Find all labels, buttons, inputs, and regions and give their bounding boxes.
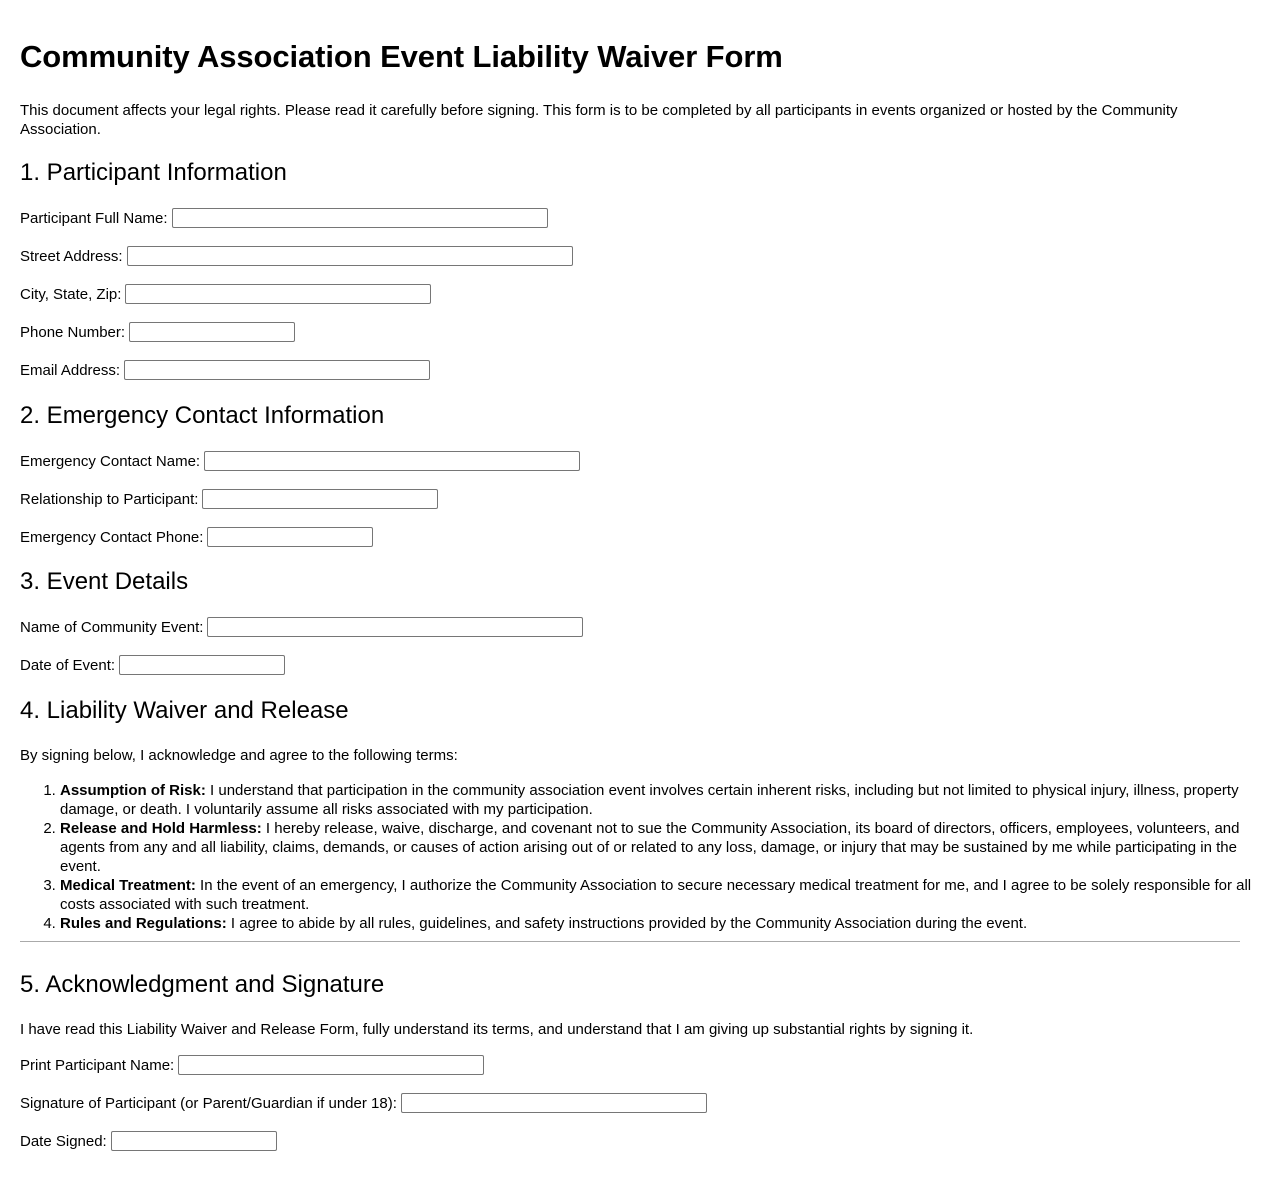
city-state-zip-label: City, State, Zip:: [20, 285, 122, 303]
list-item: [60, 876, 1262, 914]
signature-row: [20, 1092, 707, 1114]
acknowledgment-statement: I have read this Liability Waiver and Release Form, fully understand its terms, and understand that I am giving up substantial rights by signing it.: [20, 1021, 974, 1038]
street-address-input[interactable]: [127, 246, 573, 266]
section-divider: [20, 941, 1240, 942]
print-name-label: Print Participant Name:: [20, 1056, 175, 1074]
participant-full-name-label: Participant Full Name:: [20, 209, 168, 227]
phone-number-label: Phone Number:: [20, 323, 126, 341]
section-heading-participant: 1. Participant Information: [20, 159, 287, 186]
term-title: Medical Treatment:: [60, 877, 196, 894]
event-date-input[interactable]: [119, 655, 285, 675]
section-heading-waiver: 4. Liability Waiver and Release: [20, 697, 349, 724]
city-state-zip-row: [20, 283, 431, 305]
event-date-label: Date of Event:: [20, 656, 116, 674]
section-heading-emergency: 2. Emergency Contact Information: [20, 402, 385, 429]
section-heading-signature: 5. Acknowledgment and Signature: [20, 971, 385, 998]
term-title: Assumption of Risk:: [60, 782, 206, 799]
term-text: I hereby release, waive, discharge, and covenant not to sue the Community Association, its board of directors, officers, employees, volunteers, and agents from any and all liability, claims, demands, or causes of action arising out of or related to any loss, damage, or injury that may be sustained by me while participating in the event.: [60, 820, 1240, 875]
term-title: Release and Hold Harmless:: [60, 820, 262, 837]
email-address-label: Email Address:: [20, 361, 121, 379]
list-item: [60, 781, 1262, 819]
intro-text: This document affects your legal rights. Please read it carefully before signing. This form is to be completed by all participants in events organized or hosted by the Community Association.: [20, 102, 1178, 138]
waiver-lead-text: By signing below, I acknowledge and agree to the following terms:: [20, 747, 458, 764]
signature-label: Signature of Participant (or Parent/Guardian if under 18):: [20, 1094, 397, 1112]
participant-full-name-input[interactable]: [172, 208, 548, 228]
email-address-input[interactable]: [124, 360, 430, 380]
date-signed-input[interactable]: [111, 1131, 277, 1151]
event-date-row: [20, 654, 285, 676]
participant-full-name-row: [20, 207, 548, 229]
date-signed-label: Date Signed:: [20, 1132, 107, 1150]
phone-number-input[interactable]: [129, 322, 295, 342]
phone-number-row: [20, 321, 295, 343]
relationship-label: Relationship to Participant:: [20, 490, 199, 508]
street-address-label: Street Address:: [20, 247, 123, 265]
term-title: Rules and Regulations:: [60, 915, 227, 932]
emergency-contact-phone-input[interactable]: [207, 527, 373, 547]
date-signed-row: [20, 1130, 277, 1152]
email-address-row: [20, 359, 430, 381]
relationship-input[interactable]: [202, 489, 438, 509]
event-name-input[interactable]: [207, 617, 583, 637]
list-item: [60, 914, 1262, 933]
street-address-row: [20, 245, 573, 267]
term-text: I agree to abide by all rules, guidelines, and safety instructions provided by the Community Association during the event.: [226, 915, 1028, 932]
page-title: Community Association Event Liability Waiver Form: [20, 39, 783, 74]
list-item: [60, 819, 1262, 876]
term-text: In the event of an emergency, I authorize the Community Association to secure necessary medical treatment for me, and I agree to be solely responsible for all costs associated with such treatment.: [60, 877, 1252, 913]
print-name-input[interactable]: [178, 1055, 484, 1075]
signature-input[interactable]: [401, 1093, 707, 1113]
emergency-contact-name-row: [20, 450, 580, 472]
emergency-contact-phone-row: [20, 526, 373, 548]
event-name-row: [20, 616, 583, 638]
term-text: I understand that participation in the community association event involves certain inherent risks, including but not limited to physical injury, illness, property damage, or death. I voluntarily assume all risks associated with my participation.: [60, 782, 1239, 818]
emergency-contact-name-label: Emergency Contact Name:: [20, 452, 201, 470]
section-heading-event: 3. Event Details: [20, 568, 189, 595]
waiver-terms-list: [20, 781, 1262, 933]
city-state-zip-input[interactable]: [125, 284, 431, 304]
emergency-contact-phone-label: Emergency Contact Phone:: [20, 528, 204, 546]
relationship-row: [20, 488, 438, 510]
event-name-label: Name of Community Event:: [20, 618, 204, 636]
print-name-row: [20, 1054, 484, 1076]
emergency-contact-name-input[interactable]: [204, 451, 580, 471]
